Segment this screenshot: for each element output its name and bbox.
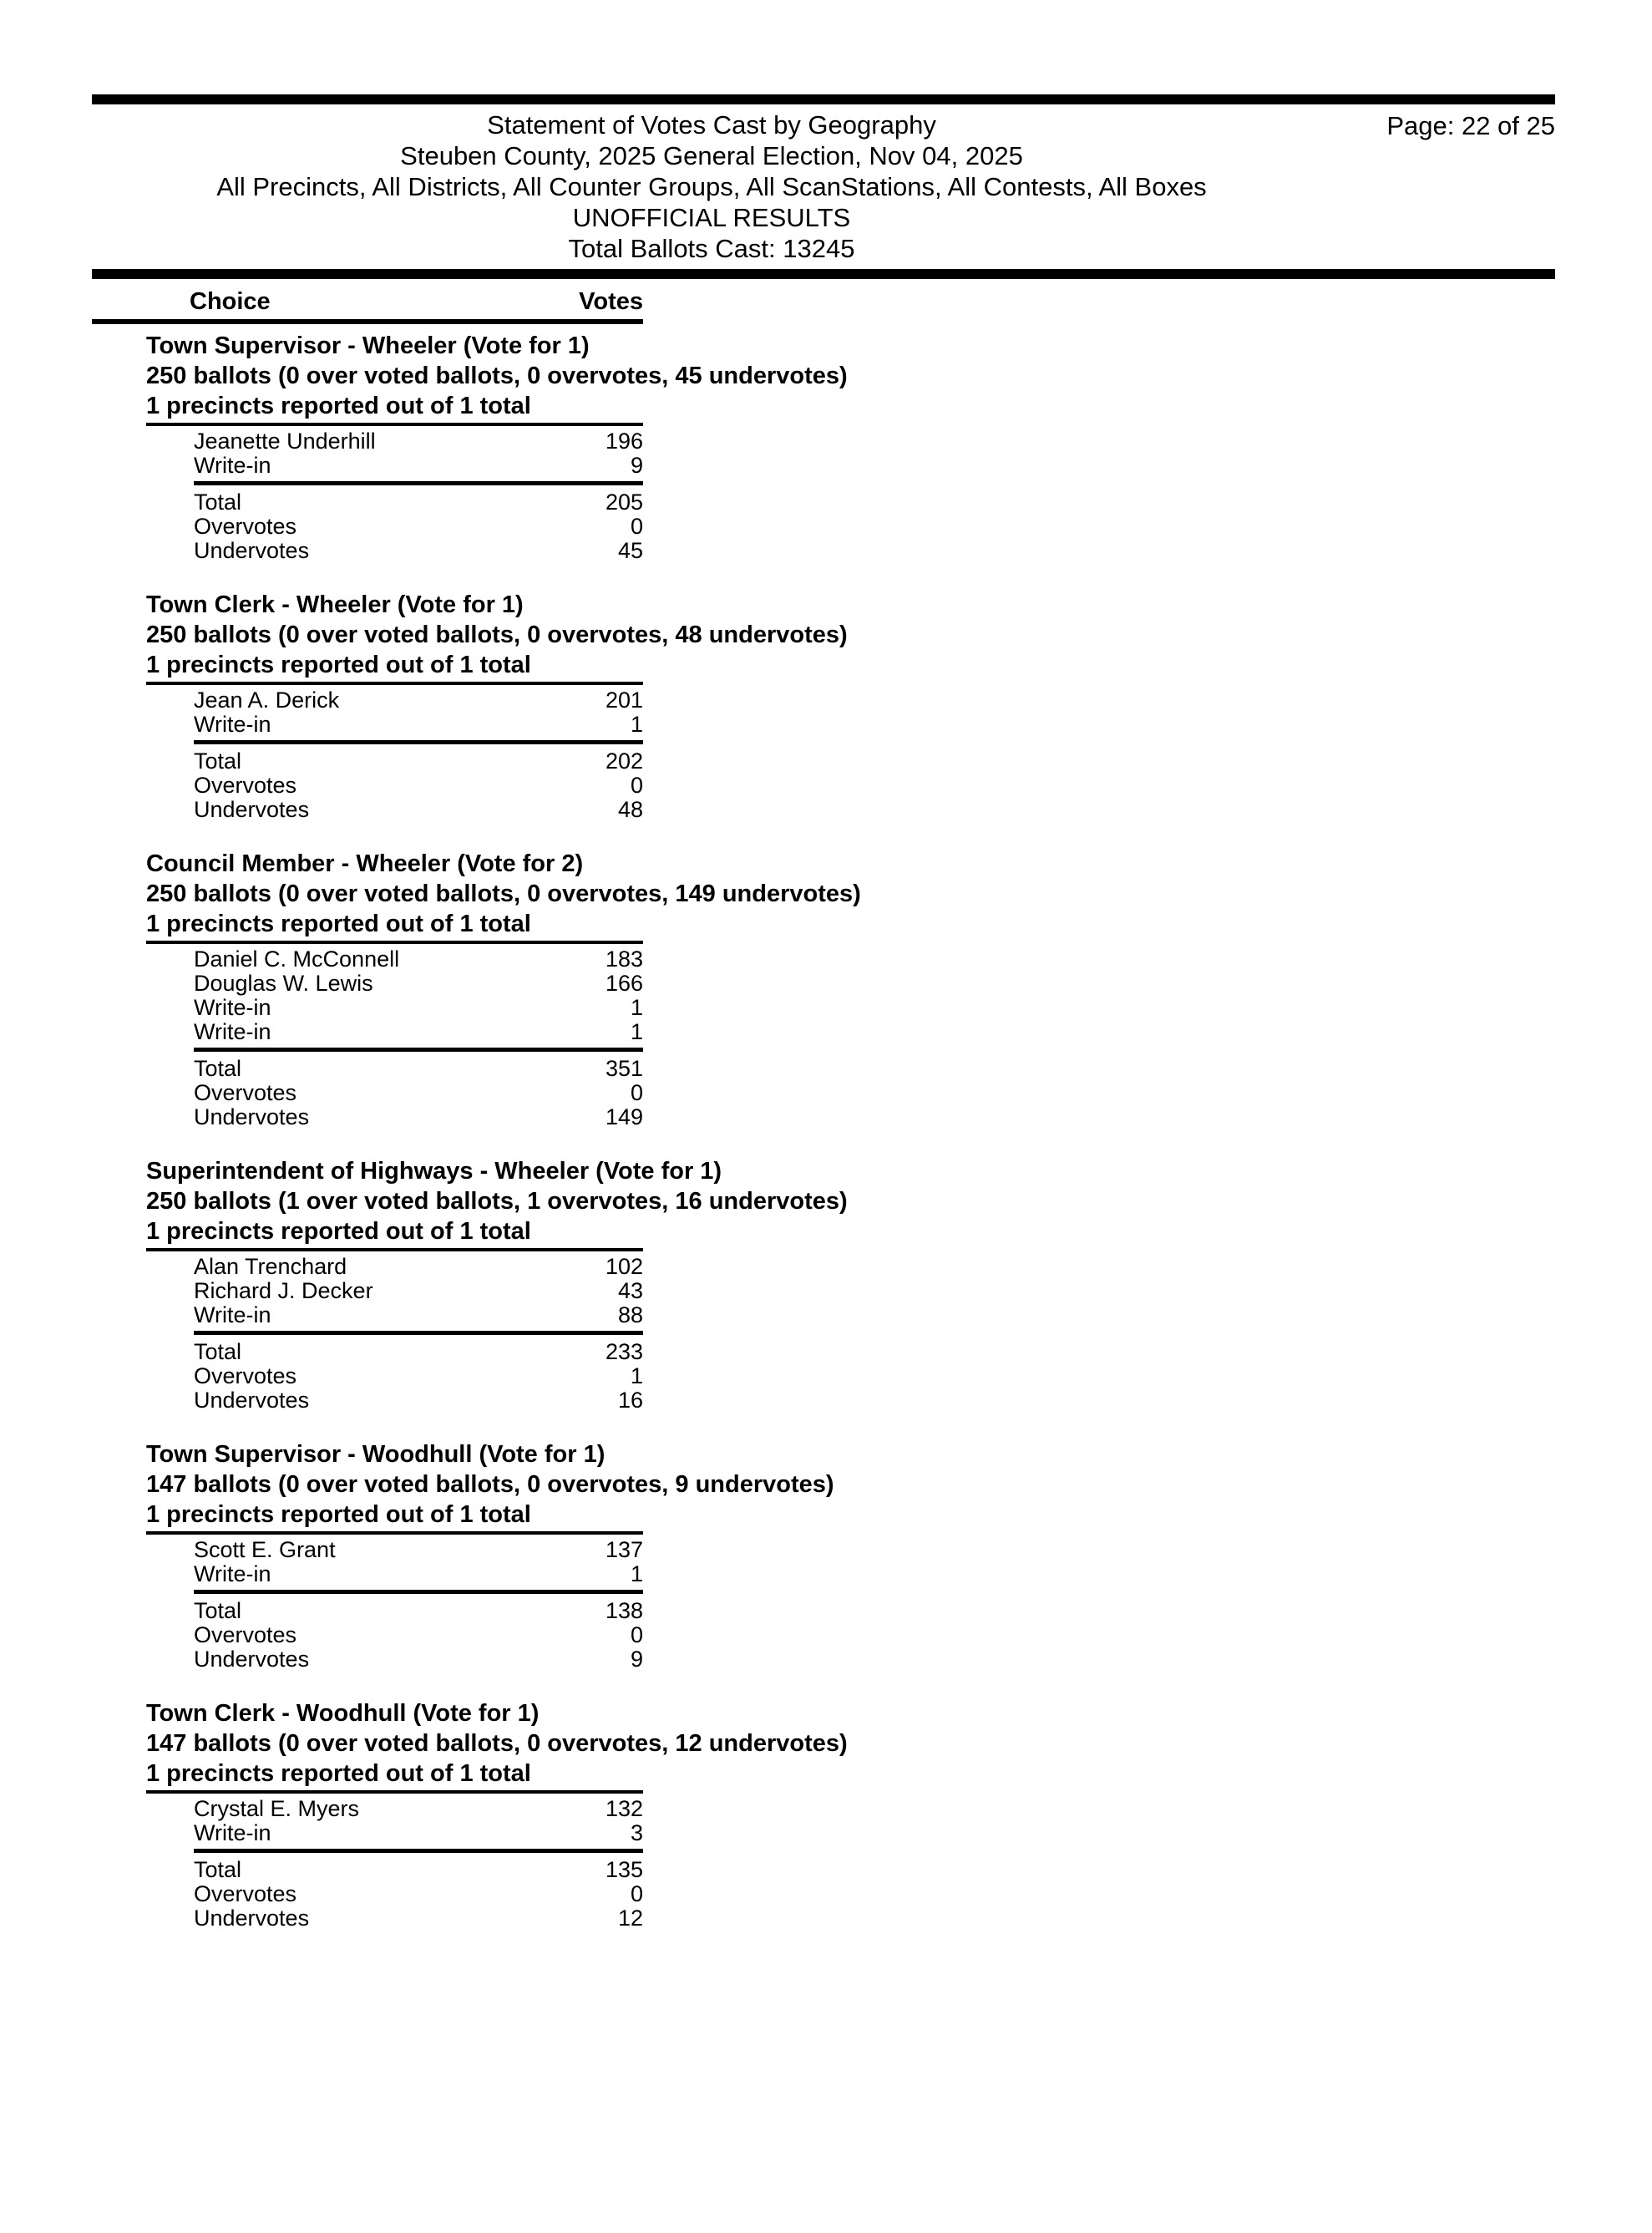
summary-row <box>194 749 643 774</box>
candidate-row <box>194 1020 643 1044</box>
report-page <box>0 94 1652 2233</box>
vote-count: 0 <box>630 1080 643 1105</box>
candidate-row <box>194 1255 643 1279</box>
candidate-row <box>194 1797 643 1821</box>
table-column-headers <box>92 289 643 314</box>
summary-row <box>194 1858 643 1882</box>
candidate-rows <box>194 688 643 822</box>
report-header-center <box>92 104 1331 264</box>
choice-name: Undervotes <box>194 1388 310 1413</box>
page-number: Page: 22 of 25 <box>1386 111 1555 140</box>
candidate-rows <box>194 1255 643 1413</box>
summary-row <box>194 1882 643 1906</box>
contest-ballots-line: 250 ballots (0 over voted ballots, 0 overvotes, 48 undervotes) <box>146 622 848 648</box>
choice-name: Overvotes <box>194 1080 297 1105</box>
choice-name: Undervotes <box>194 1104 310 1129</box>
candidate-row <box>194 1303 643 1327</box>
total-separator-rule <box>194 1331 643 1335</box>
choice-name: Crystal E. Myers <box>194 1796 360 1821</box>
vote-count: 166 <box>605 971 643 996</box>
choice-name: Write-in <box>194 1561 271 1586</box>
candidate-row <box>194 947 643 972</box>
candidate-row <box>194 454 643 478</box>
summary-row <box>194 539 643 563</box>
contests-list <box>0 331 1652 1931</box>
vote-count: 138 <box>605 1598 643 1623</box>
report-total-ballots: Total Ballots Cast: 13245 <box>568 234 855 263</box>
choice-name: Total <box>194 1598 242 1623</box>
vote-count: 132 <box>605 1796 643 1821</box>
vote-count: 48 <box>617 797 643 822</box>
choice-name: Overvotes <box>194 514 297 539</box>
contest-precincts-line: 1 precincts reported out of 1 total <box>146 652 531 678</box>
vote-count: 135 <box>605 1857 643 1882</box>
choice-name: Total <box>194 1056 242 1081</box>
contest-section <box>146 590 1652 822</box>
choice-name: Write-in <box>194 995 271 1020</box>
contest-section <box>146 1156 1652 1413</box>
choice-name: Undervotes <box>194 1906 310 1931</box>
summary-row <box>194 515 643 539</box>
precincts-rule <box>146 1790 643 1794</box>
vote-count: 0 <box>630 1622 643 1647</box>
contest-ballots-line: 147 ballots (0 over voted ballots, 0 overvotes, 12 undervotes) <box>146 1730 848 1757</box>
choice-name: Undervotes <box>194 797 310 822</box>
report-header <box>0 104 1652 264</box>
candidate-rows <box>194 947 643 1129</box>
choice-name: Overvotes <box>194 773 297 798</box>
vote-count: 351 <box>605 1056 643 1081</box>
candidate-row <box>194 972 643 996</box>
summary-row <box>194 490 643 515</box>
summary-row <box>194 1599 643 1623</box>
total-separator-rule <box>194 481 643 485</box>
summary-row <box>194 1105 643 1129</box>
vote-count: 1 <box>630 1561 643 1586</box>
vote-count: 16 <box>617 1388 643 1413</box>
contest-title: Council Member - Wheeler (Vote for 2) <box>146 850 584 877</box>
vote-count: 9 <box>630 453 643 478</box>
vote-count: 183 <box>605 946 643 972</box>
total-separator-rule <box>194 740 643 744</box>
vote-count: 0 <box>630 1881 643 1906</box>
vote-count: 149 <box>605 1104 643 1129</box>
contest-title: Town Clerk - Woodhull (Vote for 1) <box>146 1700 540 1727</box>
contest-precincts-line: 1 precincts reported out of 1 total <box>146 393 531 419</box>
header-rule <box>92 269 1555 279</box>
choice-name: Jeanette Underhill <box>194 429 376 454</box>
candidate-row <box>194 713 643 737</box>
choice-name: Douglas W. Lewis <box>194 971 373 996</box>
total-separator-rule <box>194 1048 643 1052</box>
summary-row <box>194 774 643 798</box>
choice-name: Write-in <box>194 453 271 478</box>
summary-row <box>194 1057 643 1081</box>
choice-name: Total <box>194 1857 242 1882</box>
vote-count: 1 <box>630 1363 643 1388</box>
candidate-row <box>194 996 643 1020</box>
contest-ballots-line: 250 ballots (0 over voted ballots, 0 overvotes, 45 undervotes) <box>146 363 848 389</box>
choice-name: Daniel C. McConnell <box>194 946 400 972</box>
vote-count: 43 <box>617 1278 643 1303</box>
vote-count: 0 <box>630 773 643 798</box>
contest-ballots-line: 250 ballots (0 over voted ballots, 0 overvotes, 149 undervotes) <box>146 881 861 907</box>
precincts-rule <box>146 1248 643 1251</box>
total-separator-rule <box>194 1590 643 1594</box>
candidate-rows <box>194 1797 643 1931</box>
candidate-row <box>194 429 643 454</box>
choice-name: Write-in <box>194 712 271 737</box>
choice-name: Total <box>194 1339 242 1364</box>
vote-count: 0 <box>630 514 643 539</box>
summary-row <box>194 1647 643 1672</box>
report-title: Statement of Votes Cast by Geography <box>487 110 936 140</box>
choice-name: Undervotes <box>194 1647 310 1672</box>
column-header-choice: Choice <box>190 288 271 315</box>
choice-name: Richard J. Decker <box>194 1278 373 1303</box>
contest-precincts-line: 1 precincts reported out of 1 total <box>146 1218 531 1245</box>
vote-count: 1 <box>630 712 643 737</box>
contest-title: Town Supervisor - Woodhull (Vote for 1) <box>146 1441 606 1468</box>
choice-name: Write-in <box>194 1302 271 1327</box>
candidate-rows <box>194 429 643 563</box>
vote-count: 205 <box>605 490 643 515</box>
column-header-votes: Votes <box>579 288 643 315</box>
vote-count: 233 <box>605 1339 643 1364</box>
precincts-rule <box>146 423 643 426</box>
choice-name: Alan Trenchard <box>194 1254 347 1279</box>
contest-section <box>146 331 1652 563</box>
summary-row <box>194 1623 643 1647</box>
choice-name: Overvotes <box>194 1622 297 1647</box>
candidate-row <box>194 688 643 713</box>
contest-ballots-line: 250 ballots (1 over voted ballots, 1 overvotes, 16 undervotes) <box>146 1188 848 1215</box>
report-status-line: UNOFFICIAL RESULTS <box>572 203 851 232</box>
precincts-rule <box>146 941 643 944</box>
vote-count: 102 <box>605 1254 643 1279</box>
precincts-rule <box>146 1531 643 1535</box>
vote-count: 201 <box>605 688 643 713</box>
vote-count: 1 <box>630 1019 643 1044</box>
contest-section <box>146 1439 1652 1672</box>
choice-name: Scott E. Grant <box>194 1537 336 1562</box>
contest-section <box>146 849 1652 1129</box>
column-header-rule <box>92 319 643 324</box>
summary-row <box>194 1906 643 1931</box>
vote-count: 45 <box>617 538 643 563</box>
top-rule <box>92 94 1555 104</box>
vote-count: 202 <box>605 749 643 774</box>
contest-precincts-line: 1 precincts reported out of 1 total <box>146 1760 531 1787</box>
choice-name: Write-in <box>194 1820 271 1845</box>
contest-section <box>146 1698 1652 1931</box>
candidate-row <box>194 1279 643 1303</box>
choice-name: Write-in <box>194 1019 271 1044</box>
precincts-rule <box>146 682 643 685</box>
vote-count: 3 <box>630 1820 643 1845</box>
vote-count: 196 <box>605 429 643 454</box>
contest-title: Superintendent of Highways - Wheeler (Vote for 1) <box>146 1158 722 1185</box>
summary-row <box>194 798 643 822</box>
report-election-line: Steuben County, 2025 General Election, Nov 04, 2025 <box>400 141 1023 170</box>
summary-row <box>194 1388 643 1413</box>
candidate-rows <box>194 1538 643 1672</box>
vote-count: 88 <box>617 1302 643 1327</box>
contest-precincts-line: 1 precincts reported out of 1 total <box>146 911 531 937</box>
report-filters-line: All Precincts, All Districts, All Counter Groups, All ScanStations, All Contests, All Boxes <box>216 172 1207 201</box>
candidate-row <box>194 1538 643 1562</box>
summary-row <box>194 1364 643 1388</box>
vote-count: 12 <box>617 1906 643 1931</box>
contest-title: Town Clerk - Wheeler (Vote for 1) <box>146 591 524 618</box>
choice-name: Overvotes <box>194 1363 297 1388</box>
choice-name: Total <box>194 490 242 515</box>
contest-ballots-line: 147 ballots (0 over voted ballots, 0 overvotes, 9 undervotes) <box>146 1471 834 1498</box>
contest-title: Town Supervisor - Wheeler (Vote for 1) <box>146 332 590 359</box>
summary-row <box>194 1081 643 1105</box>
contest-precincts-line: 1 precincts reported out of 1 total <box>146 1501 531 1528</box>
vote-count: 1 <box>630 995 643 1020</box>
choice-name: Total <box>194 749 242 774</box>
choice-name: Undervotes <box>194 538 310 563</box>
choice-name: Jean A. Derick <box>194 688 340 713</box>
total-separator-rule <box>194 1849 643 1853</box>
candidate-row <box>194 1562 643 1586</box>
summary-row <box>194 1340 643 1364</box>
choice-name: Overvotes <box>194 1881 297 1906</box>
candidate-row <box>194 1821 643 1845</box>
vote-count: 137 <box>605 1537 643 1562</box>
vote-count: 9 <box>630 1647 643 1672</box>
